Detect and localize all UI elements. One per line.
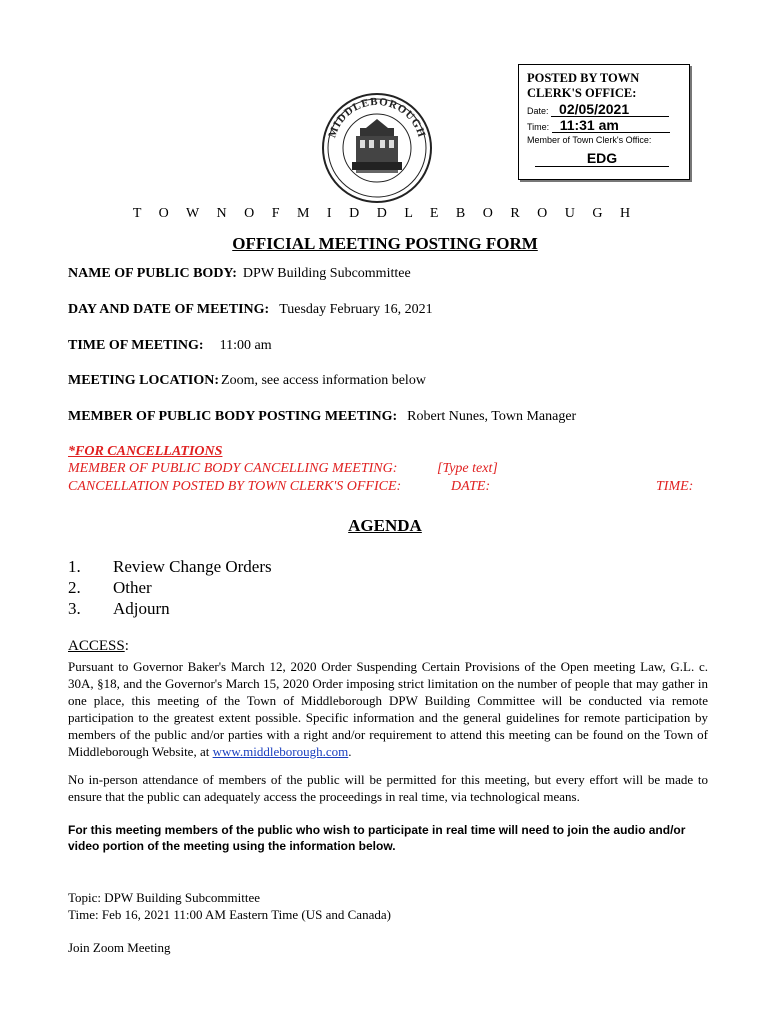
cancellation-posted-label: CANCELLATION POSTED BY TOWN CLERK'S OFFICE: [68,479,402,494]
stamp-member-value: EDG [535,151,669,167]
meeting-date-field [68,302,433,318]
access-heading [68,638,129,655]
stamp-time-row [527,119,681,133]
agenda-item [68,577,272,598]
public-body-label: NAME OF PUBLIC BODY: [68,266,237,281]
zoom-topic: Topic: DPW Building Subcommittee [68,890,261,905]
posting-member-field [68,409,576,425]
agenda-heading: AGENDA [348,516,422,535]
cancellation-heading: *FOR CANCELLATIONS [68,444,223,459]
town-name: T O W N O F M I D D L E B O R O U G H [132,206,638,221]
stamp-member-label: Member of Town Clerk's Office: [527,135,652,145]
svg-text:MIDDLEBOROUGH: MIDDLEBOROUGH [326,95,428,140]
posting-member-label: MEMBER OF PUBLIC BODY POSTING MEETING: [68,409,398,424]
agenda-item-text: Review Change Orders [113,557,272,576]
meeting-location-label: MEETING LOCATION: [68,373,220,388]
town-seal-icon [312,92,442,204]
agenda-list [68,556,272,619]
agenda-item-number: 1. [68,557,81,576]
access-heading-colon: : [124,638,129,654]
website-link[interactable]: www.middleborough.com [212,744,349,759]
form-title: OFFICIAL MEETING POSTING FORM [232,234,538,253]
stamp-date-label: Date: [527,106,549,116]
meeting-time-field [68,338,272,354]
cancellation-time-label: TIME: [656,479,694,494]
agenda-item-text: Adjourn [113,599,170,618]
cancelling-member-label: MEMBER OF PUBLIC BODY CANCELLING MEETING: [68,461,398,476]
meeting-date-label: DAY AND DATE OF MEETING: [68,302,270,317]
posting-stamp [518,64,690,180]
zoom-join: Join Zoom Meeting [68,940,171,955]
cancellation-date-label: DATE: [451,479,491,494]
public-body-value: DPW Building Subcommittee [242,266,411,281]
agenda-item-number: 2. [68,578,81,597]
access-paragraph-2: No in-person attendance of members of the public will be permitted for this meeting, but every effort will be made to ensure that the public can adequately access the proceedings in real time, via technological means. [68,772,708,804]
meeting-location-value: Zoom, see access information below [221,373,426,388]
access-paragraph-1-text: Pursuant to Governor Baker's March 12, 2020 Order Suspending Certain Provisions of the Open meeting Law, G.L. c. 30A, §18, and the Governor's March 15, 2020 Order imposing strict limitation on the number of people that may gather in one place, this meeting of the Town of Middleborough DPW Building Committee will be conducted via remote participation to the greatest extent possible. Specific information and the general guidelines for remote participation by members of the public and/or parties with a right and/or requirement to attend this meeting can be found on the Town of Middleborough Website, at [68,659,708,759]
agenda-item-text: Other [113,578,152,597]
cancelling-member-value: [Type text] [437,461,498,476]
stamp-time-label: Time: [527,122,550,132]
meeting-date-value: Tuesday February 16, 2021 [279,302,433,317]
meeting-time-label: TIME OF MEETING: [68,338,204,353]
stamp-date-row [527,103,681,117]
meeting-location-field [68,373,426,389]
stamp-header: POSTED BY TOWN CLERK'S OFFICE: [527,71,640,100]
access-paragraph-1 [68,658,708,760]
stamp-time-value: 11:31 am [552,119,670,133]
meeting-time-value: 11:00 am [219,338,272,353]
access-paragraph-3: For this meeting members of the public who wish to participate in real time will need to join the audio and/or video portion of the meeting using the information below. [68,823,686,853]
agenda-item [68,598,272,619]
agenda-item [68,556,272,577]
public-body-field [68,266,411,282]
stamp-date-value: 02/05/2021 [551,103,669,117]
zoom-time: Time: Feb 16, 2021 11:00 AM Eastern Time (US and Canada) [68,907,391,922]
posting-member-value: Robert Nunes, Town Manager [407,409,577,424]
access-heading-text: ACCESS [68,638,125,654]
agenda-item-number: 3. [68,599,81,618]
link-period: . [348,744,352,759]
